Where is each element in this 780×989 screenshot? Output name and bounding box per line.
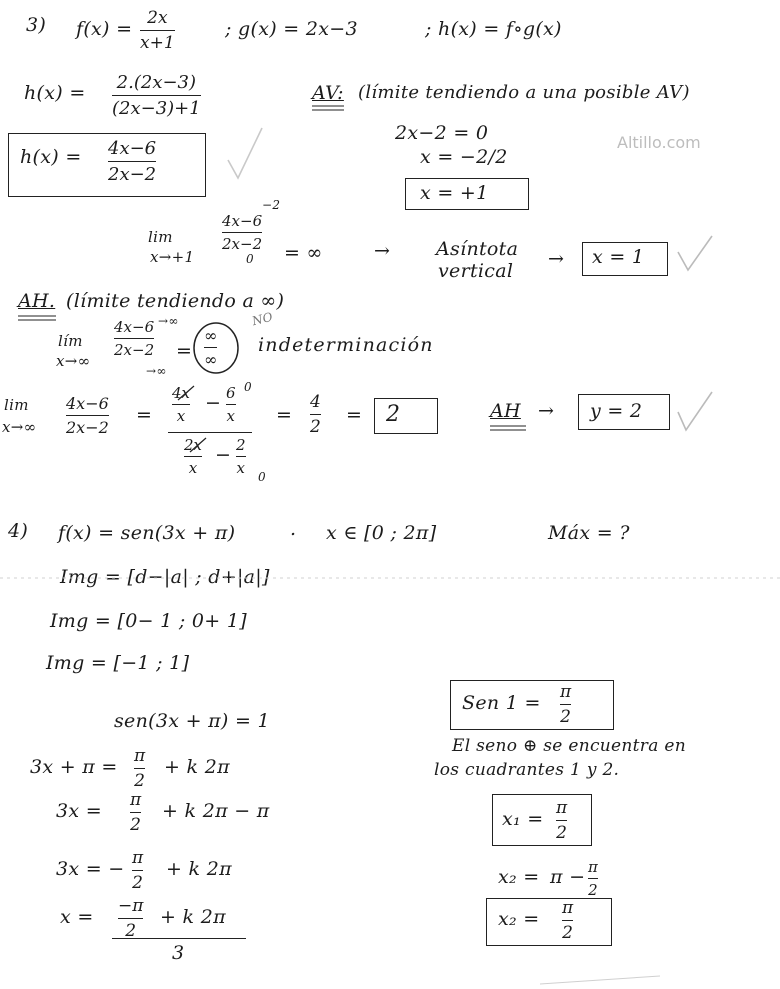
av-note: (límite tendiendo a una posible AV)	[358, 82, 690, 103]
limit-1-denominator: 2x−2	[222, 235, 263, 253]
compound-den-a-bottom: x	[188, 459, 198, 477]
limit-2-equals: =	[176, 340, 193, 362]
compound-den-minus: −	[215, 444, 232, 466]
problem-3-number: 3)	[26, 14, 47, 36]
x1-num: π	[556, 798, 568, 818]
compound-num-b-bottom: x	[226, 407, 235, 425]
ah-double-underline	[18, 316, 56, 320]
f-numerator: 2x	[147, 8, 168, 28]
compound-num-b-superscript: 0	[244, 380, 252, 394]
step-4-den: 2	[125, 921, 137, 941]
compound-den-b-subscript: 0	[258, 470, 266, 484]
two-denominator: 2	[310, 417, 321, 437]
h-expression-label: h(x) =	[24, 82, 86, 104]
limit-3-denominator: 2x−2	[66, 418, 109, 437]
limit-2-subscript: x→∞	[56, 352, 91, 370]
compound-num-a-top: 4x	[172, 384, 191, 402]
step-1-lhs: 3x + π =	[30, 756, 118, 778]
boxed-h-numerator: 4x−6	[108, 138, 157, 159]
sen1-lhs: Sen 1 =	[462, 692, 541, 714]
x2-expression-den: 2	[588, 881, 598, 899]
f-definition-label: f(x) =	[76, 18, 133, 40]
step-4-divisor: 3	[172, 942, 185, 964]
ah-result: y = 2	[590, 400, 643, 422]
strike-4x	[178, 386, 194, 400]
h-numerator: 2.(2x−3)	[116, 72, 197, 93]
step-3-den: 2	[132, 873, 143, 893]
last-equals: =	[346, 404, 363, 426]
limit-2-word: lím	[58, 332, 83, 350]
x1-lhs: x₁ =	[502, 808, 544, 830]
limit-1-denominator-subscript: 0	[246, 252, 254, 266]
x2-den: 2	[562, 923, 573, 943]
checkmark-3	[678, 392, 712, 430]
limit-2-numerator: 4x−6	[114, 318, 155, 336]
limit-result: 2	[386, 402, 401, 427]
x2-expression-rhs: π −	[550, 866, 586, 888]
step-4-num: −π	[118, 896, 144, 916]
limit-2-numerator-mark: →∞	[158, 314, 179, 328]
x2-num: π	[562, 898, 574, 918]
compound-num-minus: −	[205, 392, 222, 414]
ah-label: AH	[490, 400, 521, 422]
limit-1-numerator-superscript: −2	[262, 198, 281, 212]
image-range-3: Img = [−1 ; 1]	[46, 652, 190, 674]
av-equation-2: x = −2/2	[420, 146, 508, 168]
limit-1-numerator: 4x−6	[222, 212, 263, 230]
note-line-1: El seno ⊕ se encuentra en	[452, 736, 686, 756]
f-denominator: x+1	[140, 33, 175, 53]
limit-1-word: lim	[148, 228, 173, 246]
image-range-1: Img = [d−|a| ; d+|a|]	[60, 566, 270, 588]
h-denominator: (2x−3)+1	[112, 98, 201, 119]
indeterminate-circle	[194, 323, 238, 373]
f-sin-definition: f(x) = sen(3x + π)	[58, 522, 236, 544]
x2-expression-num: π	[588, 858, 598, 876]
image-range-2: Img = [0− 1 ; 0+ 1]	[50, 610, 247, 632]
vertical-word: vertical	[438, 260, 514, 282]
indeterminacion: indeterminación	[258, 334, 434, 356]
step-3-lhs: 3x = −	[56, 858, 125, 880]
limit-2-denominator-mark: →∞	[146, 364, 167, 378]
step-1-den: 2	[134, 771, 145, 791]
av-double-underline	[312, 106, 344, 110]
limit-3-numerator: 4x−6	[66, 394, 109, 413]
limit-3-word: lim	[4, 396, 29, 414]
step-4-rhs: + k 2π	[160, 906, 226, 928]
ah-note: (límite tendiendo a ∞)	[66, 290, 285, 312]
limit-1-result: = ∞	[284, 242, 323, 264]
ah-title: AH.	[18, 290, 56, 312]
step-2-den: 2	[130, 815, 141, 835]
domain: x ∈ [0 ; 2π]	[326, 522, 437, 544]
step-3-rhs: + k 2π	[166, 858, 232, 880]
separator-dot: .	[290, 518, 297, 540]
sin-equation: sen(3x + π) = 1	[114, 710, 270, 732]
x2-expression-lhs: x₂ =	[498, 866, 540, 888]
step-4-lhs: x =	[60, 906, 94, 928]
h-composition: ; h(x) = f∘g(x)	[425, 18, 562, 40]
g-definition: ; g(x) = 2x−3	[225, 18, 358, 40]
sen1-den: 2	[560, 707, 571, 727]
compound-den-a-top: 2x	[184, 436, 203, 454]
av-result: x = 1	[592, 246, 645, 268]
fraction-equals: =	[276, 404, 293, 426]
boxed-h-denominator: 2x−2	[108, 164, 157, 185]
asintota-word: Asíntota	[436, 238, 519, 260]
sen1-num: π	[560, 682, 572, 702]
arrow-2: →	[548, 248, 565, 270]
limit-3-subscript: x→∞	[2, 418, 37, 436]
av-equation-3: x = +1	[420, 182, 489, 204]
step-2-num: π	[130, 790, 142, 810]
compound-den-b-bottom: x	[236, 459, 245, 477]
av-equation-1: 2x−2 = 0	[395, 122, 489, 144]
four-numerator: 4	[310, 392, 321, 412]
av-title: AV:	[312, 82, 344, 104]
compound-num-b-top: 6	[226, 384, 236, 402]
x1-den: 2	[556, 823, 567, 843]
boxed-h-label: h(x) =	[20, 146, 82, 168]
checkmark-1	[228, 128, 262, 178]
infinity-numerator: ∞	[204, 326, 218, 345]
compound-num-a-bottom: x	[176, 407, 186, 425]
step-1-num: π	[134, 746, 146, 766]
compound-den-b-top: 2	[236, 436, 246, 454]
step-3-num: π	[132, 848, 144, 868]
bottom-scan-line	[540, 976, 660, 984]
limit-3-equals: =	[136, 404, 153, 426]
x2-lhs: x₂ =	[498, 908, 540, 930]
step-2-lhs: 3x =	[56, 800, 102, 822]
note-line-2: los cuadrantes 1 y 2.	[434, 760, 620, 780]
checkmark-2	[678, 236, 712, 270]
limit-1-subscript: x→+1	[150, 248, 195, 266]
step-2-rhs: + k 2π − π	[162, 800, 270, 822]
problem-4-number: 4)	[8, 520, 29, 542]
watermark: Altillo.com	[617, 133, 701, 152]
no-mark: NO	[250, 309, 275, 329]
arrow-1: →	[374, 240, 391, 262]
strike-2x	[190, 438, 206, 452]
infinity-denominator: ∞	[204, 350, 218, 369]
ah-arrow: →	[538, 400, 555, 422]
step-1-rhs: + k 2π	[164, 756, 230, 778]
limit-2-denominator: 2x−2	[114, 341, 155, 359]
max-question: Máx = ?	[548, 522, 630, 544]
ah-label-underline	[490, 426, 526, 430]
